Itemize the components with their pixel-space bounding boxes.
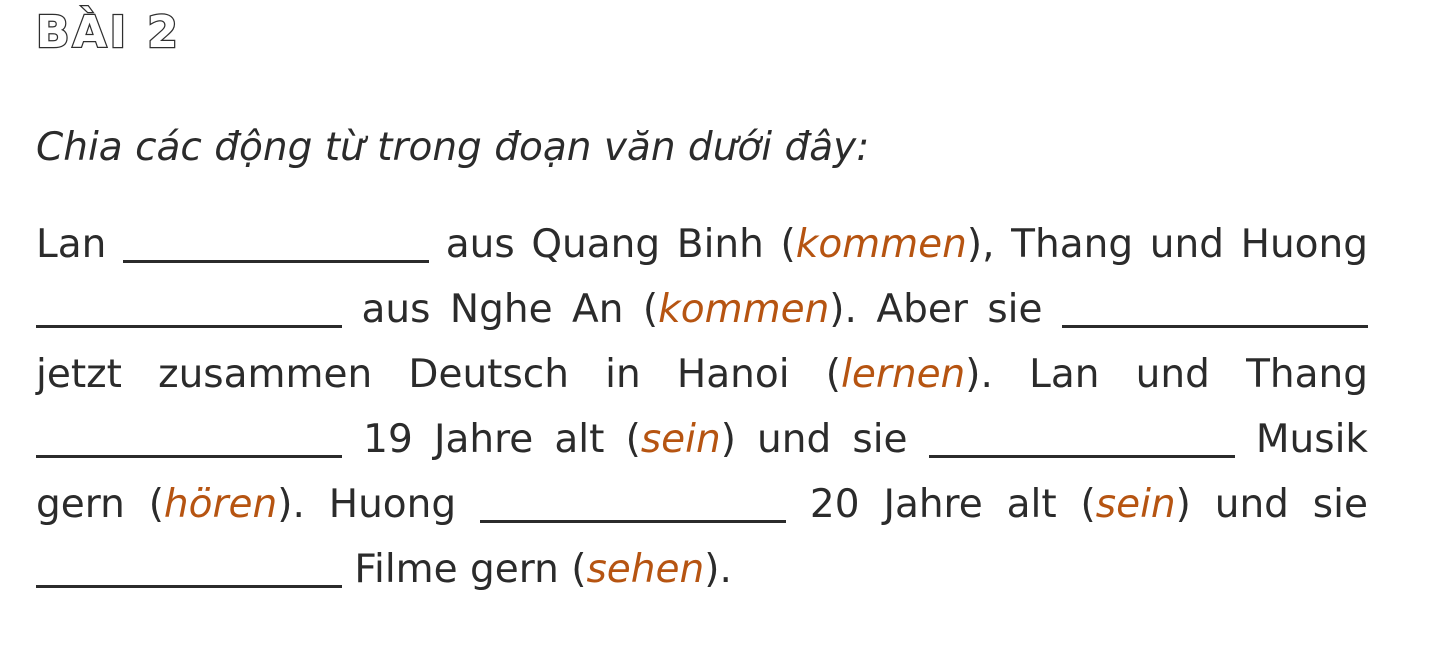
answer-blank-2[interactable] [36, 295, 342, 328]
text-segment: Musik gern ( [36, 417, 1369, 527]
text-segment: ). Lan und Thang [965, 352, 1368, 397]
text-segment: ). [704, 547, 732, 592]
text-segment: ) und sie [720, 417, 908, 462]
answer-blank-3[interactable] [1062, 295, 1368, 328]
verb-hint-7: sehen [586, 547, 705, 592]
verb-hint-2: kommen [658, 287, 830, 332]
verb-hint-3: lernen [840, 352, 966, 397]
text-segment: aus Quang Binh ( [445, 222, 796, 267]
answer-blank-6[interactable] [480, 490, 786, 523]
text-segment: 19 Jahre alt ( [363, 417, 641, 462]
exercise-instruction: Chia các động từ trong đoạn văn dưới đây: [36, 125, 870, 170]
verb-hint-4: sein [640, 417, 721, 462]
verb-hint-5: hören [163, 482, 278, 527]
exercise-paragraph [36, 212, 1368, 602]
exercise-title: BÀI 2 [36, 3, 181, 63]
text-segment: 20 Jahre alt ( [809, 482, 1096, 527]
text-segment: jetzt zusammen Deutsch in Hanoi ( [36, 352, 841, 397]
answer-blank-4[interactable] [36, 425, 342, 458]
text-segment: ). Aber sie [829, 287, 1043, 332]
answer-blank-5[interactable] [929, 425, 1235, 458]
verb-hint-1: kommen [795, 222, 967, 267]
text-segment: aus Nghe An ( [361, 287, 659, 332]
text-segment: ) und sie [1175, 482, 1368, 527]
text-segment: Filme gern ( [354, 547, 587, 592]
answer-blank-7[interactable] [36, 555, 342, 588]
verb-hint-6: sein [1095, 482, 1176, 527]
text-segment: ). Huong [277, 482, 457, 527]
answer-blank-1[interactable] [123, 230, 429, 263]
text-segment: Lan [36, 222, 107, 267]
text-segment: ), Thang und Huong [966, 222, 1368, 267]
